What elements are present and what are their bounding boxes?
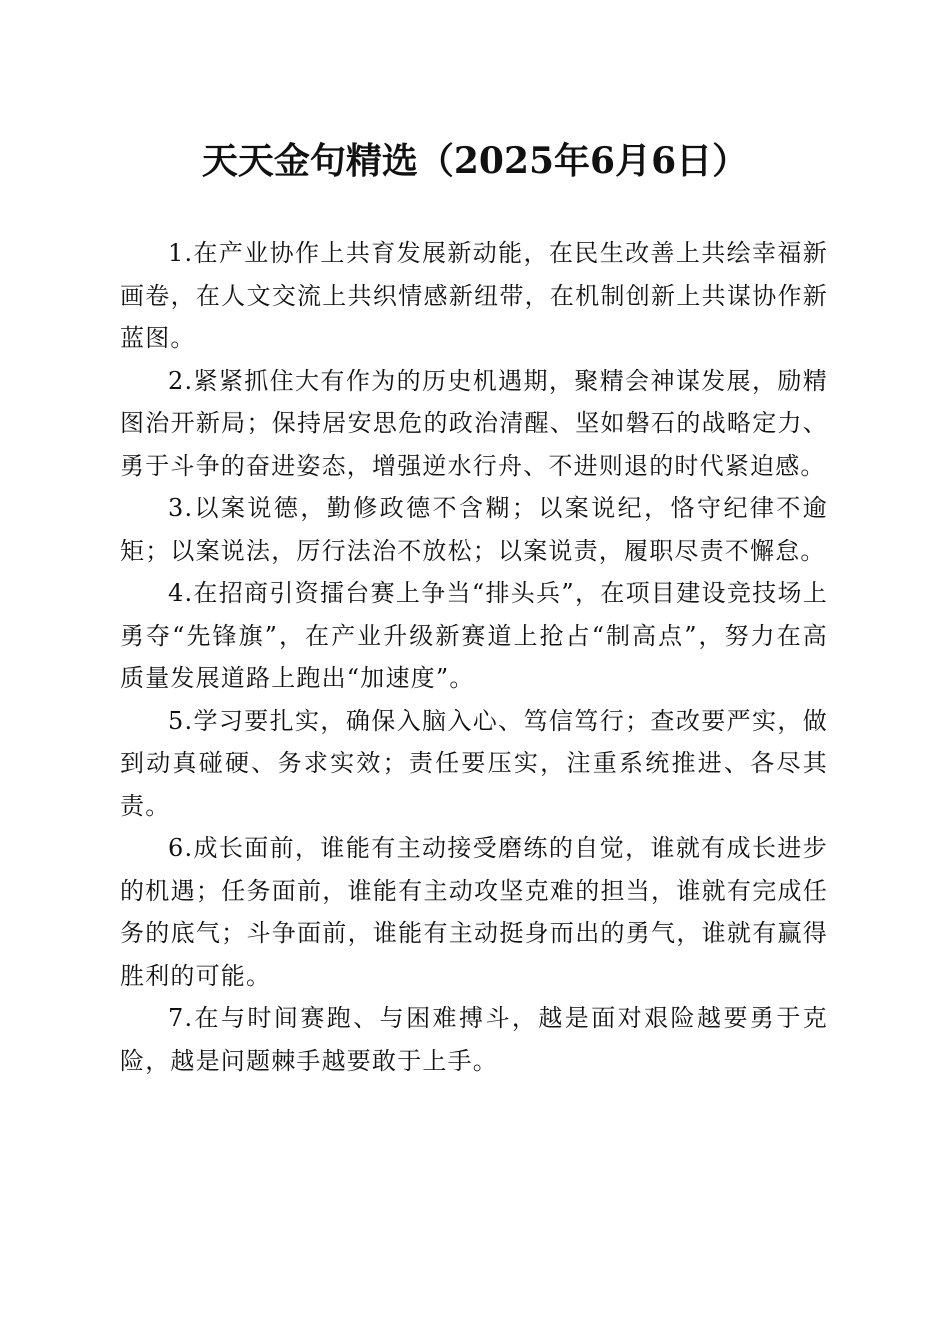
- document-body: [120, 232, 828, 1082]
- quote-paragraph-5: 5.学习要扎实，确保入脑入心、笃信笃行；查改要严实，做到动真碰硬、务求实效；责任要压实，注重系统推进、各尽其责。: [120, 706, 828, 820]
- quote-paragraph-3: 3.以案说德，勤修政德不含糊；以案说纪，恪守纪律不逾矩；以案说法，厉行法治不放松；以案说责，履职尽责不懈怠。: [120, 494, 828, 565]
- quote-paragraph-7: 7.在与时间赛跑、与困难搏斗，越是面对艰险越要勇于克险，越是问题棘手越要敢于上手。: [120, 1004, 828, 1075]
- quote-paragraph-2: 2.紧紧抓住大有作为的历史机遇期，聚精会神谋发展，励精图治开新局；保持居安思危的政治清醒、坚如磐石的战略定力、勇于斗争的奋进姿态，增强逆水行舟、不进则退的时代紧迫感。: [120, 366, 828, 480]
- document-title: 天天金句精选（2025年6月6日）: [201, 140, 749, 182]
- quote-paragraph-6: 6.成长面前，谁能有主动接受磨练的自觉，谁就有成长进步的机遇；任务面前，谁能有主动攻坚克难的担当，谁就有完成任务的底气；斗争面前，谁能有主动挺身而出的勇气，谁就有赢得胜利的可能。: [120, 834, 828, 990]
- quote-paragraph-4: 4.在招商引资擂台赛上争当“排头兵”，在项目建设竞技场上勇夺“先锋旗”，在产业升级新赛道上抢占“制高点”，努力在高质量发展道路上跑出“加速度”。: [120, 579, 828, 692]
- quote-paragraph-1: 1.在产业协作上共育发展新动能，在民生改善上共绘幸福新画卷，在人文交流上共织情感新纽带，在机制创新上共谋协作新蓝图。: [120, 239, 828, 352]
